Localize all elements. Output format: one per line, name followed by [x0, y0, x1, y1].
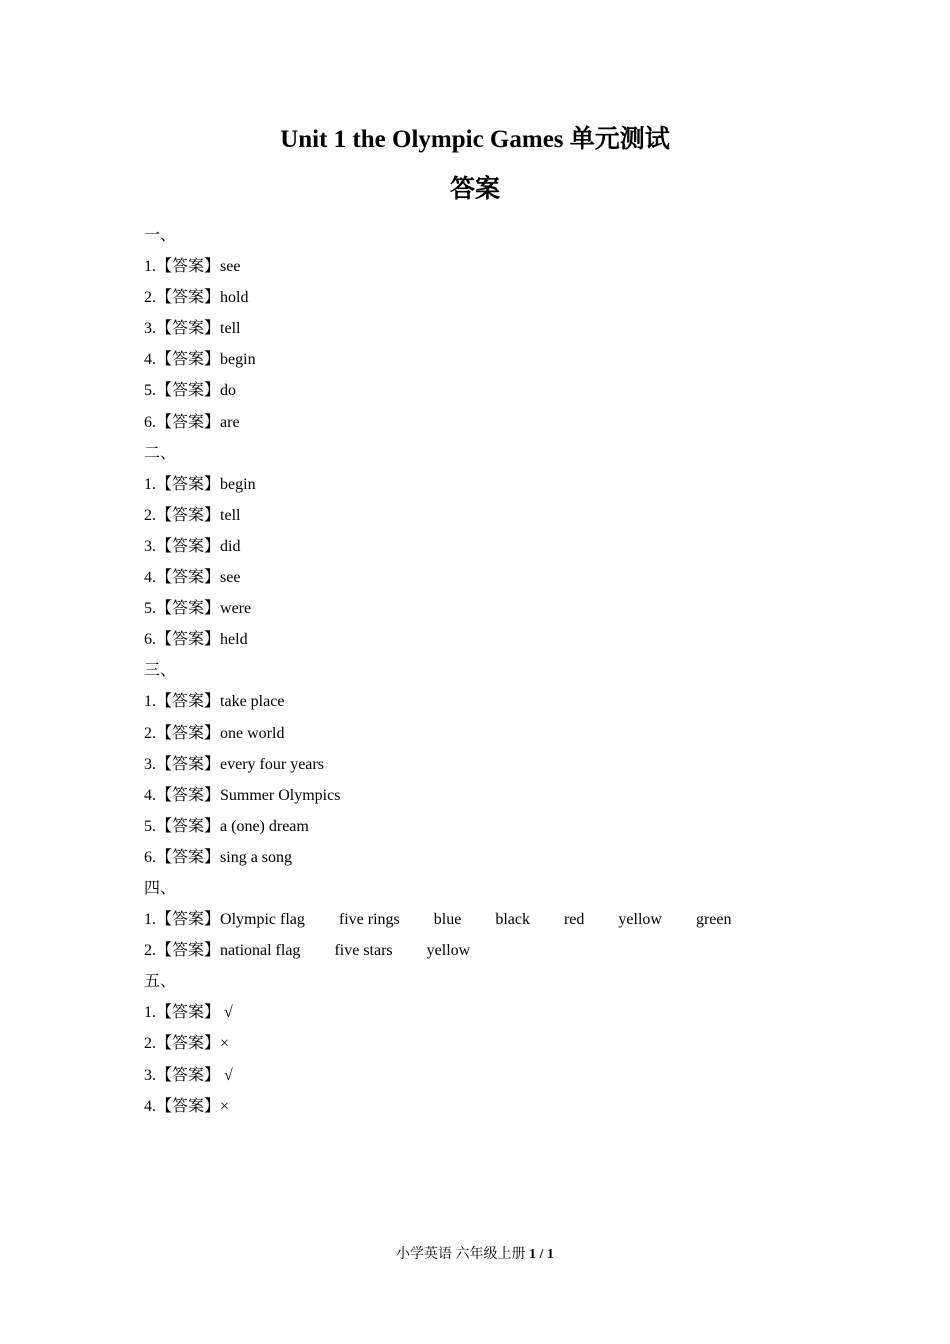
answer-label: 4.【答案】	[144, 351, 221, 369]
answer-text: hold	[220, 289, 249, 307]
answer-item	[144, 718, 844, 749]
answer-text: Summer Olympics	[220, 786, 341, 804]
answer-item	[144, 469, 844, 500]
answer-text: were	[220, 600, 252, 618]
answer-text: begin	[220, 475, 256, 493]
answer-text: √	[220, 1004, 233, 1022]
answer-text: begin	[220, 351, 256, 369]
answer-text: blue	[433, 911, 462, 929]
answer-item	[144, 842, 844, 873]
answer-text: yellow	[618, 911, 662, 929]
answer-label: 1.【答案】	[144, 1004, 221, 1022]
answer-item	[144, 811, 844, 842]
answer-text: see	[220, 569, 241, 587]
answer-text: take place	[220, 693, 285, 711]
answer-item	[144, 593, 844, 624]
answer-label: 1.【答案】	[144, 258, 221, 276]
answer-text: black	[495, 911, 530, 929]
answer-label: 3.【答案】	[144, 537, 221, 555]
answer-text: five stars	[334, 942, 393, 960]
answer-text: Olympic flag	[220, 911, 305, 929]
answer-text: one world	[220, 724, 285, 742]
document-title: Unit 1 the Olympic Games 单元测试	[280, 126, 670, 153]
answer-label: 4.【答案】	[144, 786, 221, 804]
answer-item	[144, 1028, 844, 1059]
answer-item	[144, 997, 844, 1028]
answer-text: held	[220, 631, 248, 649]
answer-item	[144, 1060, 844, 1091]
page-number: 1 / 1	[529, 1247, 554, 1262]
answer-label: 5.【答案】	[144, 817, 221, 835]
answer-label: 3.【答案】	[144, 320, 221, 338]
answer-label: 4.【答案】	[144, 1097, 221, 1115]
answer-item	[144, 904, 844, 935]
answer-text: do	[220, 382, 237, 400]
answer-item	[144, 344, 844, 375]
section-heading: 三、	[144, 662, 177, 680]
answer-text: five rings	[338, 911, 400, 929]
answer-label: 1.【答案】	[144, 475, 221, 493]
answer-label: 1.【答案】	[144, 693, 221, 711]
section-heading: 四、	[144, 879, 177, 897]
answer-label: 6.【答案】	[144, 631, 221, 649]
section-heading: 一、	[144, 227, 177, 244]
answer-text: yellow	[426, 942, 471, 960]
section-heading: 五、	[144, 973, 177, 991]
answer-item	[144, 686, 844, 717]
answer-text: green	[695, 911, 732, 929]
document-subtitle: 答案	[449, 176, 500, 203]
answer-label: 6.【答案】	[144, 413, 221, 431]
answer-item	[144, 562, 844, 593]
answer-label: 6.【答案】	[144, 848, 221, 866]
answer-item	[144, 251, 844, 282]
answer-item	[144, 375, 844, 406]
answer-label: 4.【答案】	[144, 569, 221, 587]
answer-text: ×	[220, 1035, 230, 1053]
answer-item	[144, 500, 844, 531]
answer-item	[144, 282, 844, 313]
answer-item	[144, 749, 844, 780]
answer-label: 2.【答案】	[144, 942, 221, 960]
page-footer	[0, 1245, 950, 1265]
answer-item	[144, 780, 844, 811]
answer-text: √	[220, 1066, 233, 1084]
answer-label: 3.【答案】	[144, 1066, 221, 1084]
answer-text: tell	[220, 320, 241, 338]
answer-text: red	[563, 911, 585, 929]
answer-label: 2.【答案】	[144, 724, 221, 742]
answer-text: tell	[220, 506, 241, 524]
answer-text: a (one) dream	[220, 817, 309, 835]
answer-text: are	[220, 413, 240, 431]
answer-label: 5.【答案】	[144, 600, 221, 618]
answer-label: 5.【答案】	[144, 382, 221, 400]
answer-label: 3.【答案】	[144, 755, 221, 773]
answer-text: national flag	[220, 942, 301, 960]
answer-text: did	[220, 537, 241, 555]
answer-item	[144, 1091, 844, 1122]
answer-label: 2.【答案】	[144, 1035, 221, 1053]
answer-text: ×	[220, 1097, 230, 1115]
answer-item	[144, 935, 844, 966]
section-heading: 二、	[144, 444, 177, 462]
answer-text: every four years	[220, 755, 324, 773]
answer-label: 2.【答案】	[144, 289, 221, 307]
answer-text: sing a song	[220, 848, 293, 866]
answer-label: 1.【答案】	[144, 911, 221, 929]
footer-text: 小学英语 六年级上册	[396, 1247, 530, 1262]
answer-item	[144, 313, 844, 344]
answer-item	[144, 624, 844, 655]
answer-list	[144, 220, 844, 1122]
answer-text: see	[220, 258, 241, 276]
answer-label: 2.【答案】	[144, 506, 221, 524]
answer-item	[144, 531, 844, 562]
answer-item	[144, 407, 844, 438]
